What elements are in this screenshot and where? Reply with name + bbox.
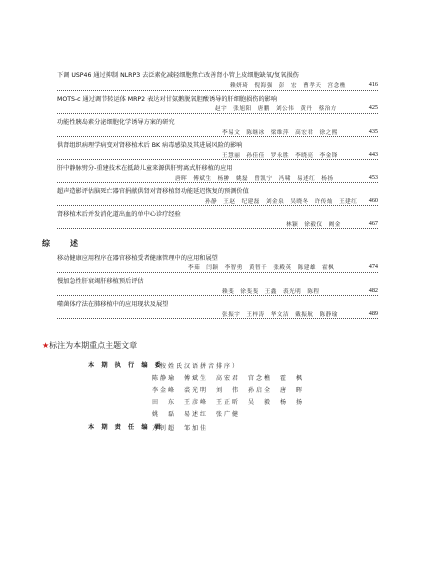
toc-title-4[interactable]: 供肾组织病理学病变对肾移植术后 BK 病毒感染及其进展风险的影响 — [57, 142, 243, 149]
exec-editors-row: 李金峰 裘光明 刘 伟 孙启全 唐 晖 — [152, 387, 305, 394]
review-title-2[interactable]: 慢加急性肝衰竭肝移植预后评估 — [57, 278, 144, 285]
star-icon: ★ — [42, 341, 50, 350]
toc-authors-5: 唐晖 傅斌生 杨翀 姚磊 曾凯宁 冯啸 易述红 杨扬 — [175, 176, 334, 182]
legend-text: 标注为本期重点主题文章 — [49, 341, 138, 350]
toc-authors-4: 王慧丽 孙佳佳 罗永胜 李晓亮 李金锋 — [222, 153, 338, 159]
toc-page-5: 453 — [368, 174, 378, 181]
legend — [42, 340, 137, 351]
exec-editors-row: 陈静瑜 傅斌生 高宏君 宫念樵 霍 枫 — [152, 375, 305, 382]
review-page-1: 474 — [368, 263, 378, 270]
toc-divider — [57, 228, 378, 229]
exec-editors-row: 田 东 王彦峰 王正昕 吴 毅 杨 扬 — [152, 399, 305, 406]
review-page-2: 482 — [368, 287, 378, 294]
toc-page-3: 435 — [368, 128, 378, 135]
toc-divider — [57, 205, 378, 206]
toc-divider — [57, 159, 378, 160]
toc-title-3[interactable]: 功能性胰岛素分泌细胞化学诱导方案的研究 — [57, 119, 175, 126]
responsible-editors-names: 方钊超 邹加佳 — [152, 425, 209, 432]
toc-divider — [57, 90, 378, 91]
toc-title-5[interactable]: 肝中静脉劈分-重建技术在抵龄儿童来源供肝劈离式肝移植的应用 — [57, 165, 233, 172]
responsible-editors-label: 本 期 责 任 编 辑 — [88, 424, 164, 431]
review-title-3[interactable]: 噬菌体疗法在肺移植中的应用现状及展望 — [57, 301, 169, 308]
review-page-3: 489 — [368, 310, 378, 317]
toc-divider — [57, 272, 378, 273]
exec-editors-row: 姚 磊 易述红 张广健 — [152, 411, 241, 418]
toc-divider — [57, 295, 378, 296]
toc-title-6[interactable]: 超声造影评估脑死亡器官捐献供肾对肾移植肾功能延迟恢复的预测价值 — [57, 188, 249, 195]
toc-divider — [57, 136, 378, 137]
toc-page-1: 416 — [368, 81, 378, 88]
exec-editors-label: 本 期 执 行 编 委 — [88, 362, 164, 369]
review-authors-2: 赖斐 徐斐斐 王鑫 裘光明 陈程 — [222, 289, 320, 295]
toc-authors-2: 赵宇 张旭阳 唐鹏 刘公伟 黄丹 蔡治方 — [215, 106, 337, 112]
toc-authors-7: 林颖 徐毅仪 阙金 — [286, 222, 341, 228]
toc-authors-1: 赖妍琦 倪海强 彭 宏 曹孝天 宫念樵 — [230, 83, 346, 89]
toc-page-6: 460 — [368, 197, 378, 204]
toc-divider — [57, 182, 378, 183]
review-title-1[interactable]: 移动健康应用程序在器官移植受者健康管理中的应用和展望 — [57, 255, 218, 262]
toc-page-4: 443 — [368, 151, 378, 158]
toc-title-7[interactable]: 肾移植术后并发消化道出血的单中心诊疗经验 — [57, 211, 181, 218]
toc-divider — [57, 113, 378, 114]
toc-page-7: 467 — [368, 220, 378, 227]
review-authors-3: 张振宇 王梓涛 华文洁 戴振航 陈静瑜 — [222, 312, 338, 318]
section-heading-review: 综 述 — [42, 239, 84, 248]
toc-authors-6: 孙静 王赵 纪建磊 刘金泉 吴晓冬 许传灿 王建红 — [205, 199, 358, 205]
review-authors-1: 李茹 闫颖 李智勇 黄智千 张殿英 陈建雄 霍枫 — [188, 265, 335, 271]
toc-title-1[interactable]: 下调 USP46 通过抑制 NLRP3 去泛素化减轻细胞焦亡改善肾小管上皮细胞缺氧/复氧损伤 — [57, 72, 299, 79]
toc-page-2: 425 — [368, 104, 378, 111]
toc-authors-3: 李易文 陈继冰 梁维萍 高宏君 徐之熙 — [222, 130, 338, 136]
toc-divider — [57, 318, 378, 319]
toc-title-2[interactable]: MOTS-c 通过调节转运体 MRP2 表达对甘氨鹅脱氧胆酸诱导的肝细胞损伤的影响 — [57, 96, 278, 103]
exec-editors-note: （按姓氏汉语拼音排序） — [152, 363, 241, 370]
